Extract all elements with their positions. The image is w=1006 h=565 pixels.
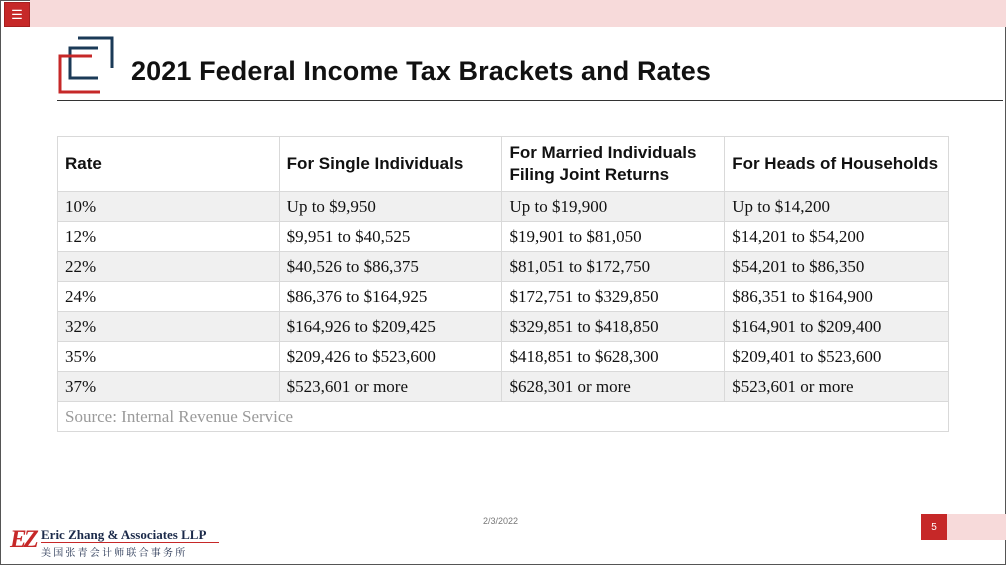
source-note: Source: Internal Revenue Service [58, 402, 949, 432]
firm-name-chinese: 美国张青会计师联合事务所 [41, 548, 188, 559]
rate-cell: 12% [58, 222, 280, 252]
head-of-household-cell: $523,601 or more [725, 372, 949, 402]
slide-title: 2021 Federal Income Tax Brackets and Rates [131, 56, 711, 86]
table-source-row [58, 402, 949, 432]
brand-logo-mark [56, 34, 114, 94]
column-header-heads-of-households: For Heads of Households [725, 137, 949, 192]
married-joint-cell: Up to $19,900 [502, 192, 725, 222]
single-cell: $523,601 or more [279, 372, 502, 402]
firm-logo-letters: EZ [10, 526, 36, 553]
table-header-row [58, 137, 949, 192]
head-of-household-cell: $209,401 to $523,600 [725, 342, 949, 372]
slide-date: 2/3/2022 [483, 516, 519, 526]
single-cell: Up to $9,950 [279, 192, 502, 222]
married-joint-cell: $329,851 to $418,850 [502, 312, 725, 342]
top-strip [30, 0, 1006, 27]
title-divider [57, 100, 1003, 101]
rate-cell: 37% [58, 372, 280, 402]
column-header-single: For Single Individuals [279, 137, 502, 192]
rate-cell: 35% [58, 342, 280, 372]
rate-cell: 32% [58, 312, 280, 342]
married-joint-cell: $418,851 to $628,300 [502, 342, 725, 372]
tax-bracket-table [57, 136, 949, 432]
table-row [58, 342, 949, 372]
single-cell: $164,926 to $209,425 [279, 312, 502, 342]
married-joint-cell: $172,751 to $329,850 [502, 282, 725, 312]
firm-logo-divider [41, 542, 219, 543]
table-row [58, 312, 949, 342]
table-row [58, 192, 949, 222]
rate-cell: 22% [58, 252, 280, 282]
page-number: 5 [921, 514, 947, 540]
head-of-household-cell: $14,201 to $54,200 [725, 222, 949, 252]
single-cell: $86,376 to $164,925 [279, 282, 502, 312]
rate-cell: 10% [58, 192, 280, 222]
rate-cell: 24% [58, 282, 280, 312]
firm-name: Eric Zhang & Associates LLP [41, 527, 207, 542]
married-joint-cell: $19,901 to $81,050 [502, 222, 725, 252]
firm-logo [10, 526, 240, 560]
table-row [58, 252, 949, 282]
head-of-household-cell: $86,351 to $164,900 [725, 282, 949, 312]
table-row [58, 372, 949, 402]
married-joint-cell: $628,301 or more [502, 372, 725, 402]
single-cell: $209,426 to $523,600 [279, 342, 502, 372]
menu-icon[interactable]: ☰ [4, 2, 30, 27]
head-of-household-cell: $54,201 to $86,350 [725, 252, 949, 282]
married-joint-cell: $81,051 to $172,750 [502, 252, 725, 282]
table-row [58, 282, 949, 312]
table-row [58, 222, 949, 252]
head-of-household-cell: $164,901 to $209,400 [725, 312, 949, 342]
head-of-household-cell: Up to $14,200 [725, 192, 949, 222]
column-header-married-joint: For Married Individuals Filing Joint Returns [502, 137, 725, 192]
single-cell: $40,526 to $86,375 [279, 252, 502, 282]
single-cell: $9,951 to $40,525 [279, 222, 502, 252]
column-header-rate: Rate [58, 137, 280, 192]
